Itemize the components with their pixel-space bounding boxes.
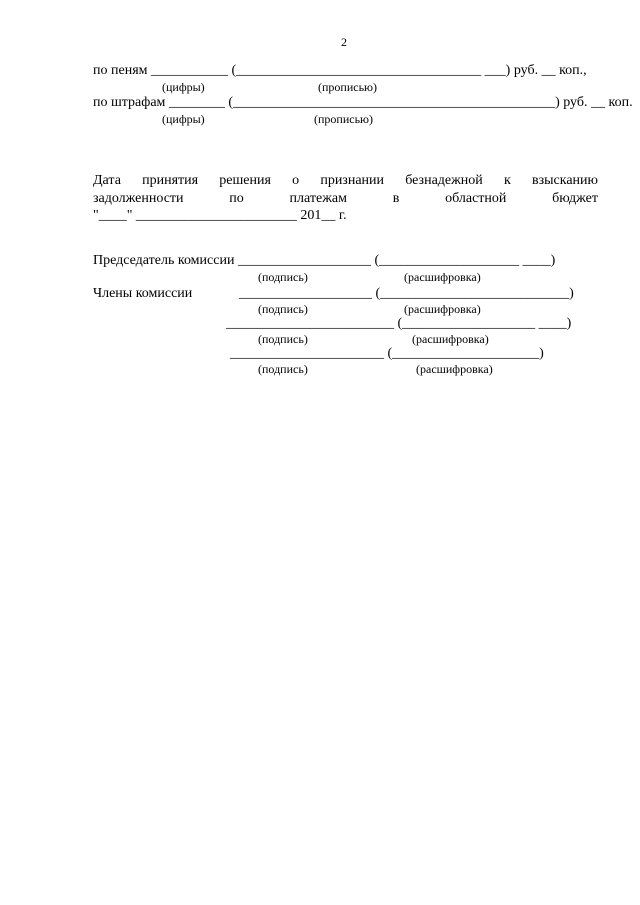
member-3-line: ______________________ (_____________________) (230, 346, 544, 361)
member-2-name-caption: (расшифровка) (412, 332, 489, 346)
penalties-line: по пеням ___________ (___________________________________ ___) руб. __ коп., (93, 63, 587, 78)
fines-digits-caption: (цифры) (162, 112, 205, 126)
member-1-name-caption: (расшифровка) (404, 302, 481, 316)
decision-date-line-2: задолженности по платежам в областной бюджет (93, 191, 598, 206)
penalties-words-caption: (прописью) (318, 80, 378, 94)
penalties-digits-caption: (цифры) (162, 80, 205, 94)
member-1-line: ___________________ (___________________________) (239, 286, 574, 301)
fines-line: по штрафам ________ (______________________________________________) руб. __ коп. (93, 95, 633, 110)
member-1-signature-caption: (подпись) (258, 302, 308, 316)
fines-words-caption: (прописью) (314, 112, 374, 126)
member-2-line: ________________________ (___________________ ____) (226, 316, 572, 331)
chairman-signature-caption: (подпись) (258, 270, 308, 284)
chairman-name-caption: (расшифровка) (404, 270, 481, 284)
member-3-name-caption: (расшифровка) (416, 362, 493, 376)
decision-date-line-3: "____" _______________________ 201__ г. (93, 208, 347, 223)
decision-date-line-1: Дата принятия решения о признании безнадежной к взысканию (93, 173, 598, 188)
member-2-signature-caption: (подпись) (258, 332, 308, 346)
chairman-line: Председатель комиссии ___________________ (____________________ ____) (93, 253, 556, 268)
member-3-signature-caption: (подпись) (258, 362, 308, 376)
page-number: 2 (341, 35, 347, 49)
members-label: Члены комиссии (93, 286, 193, 301)
